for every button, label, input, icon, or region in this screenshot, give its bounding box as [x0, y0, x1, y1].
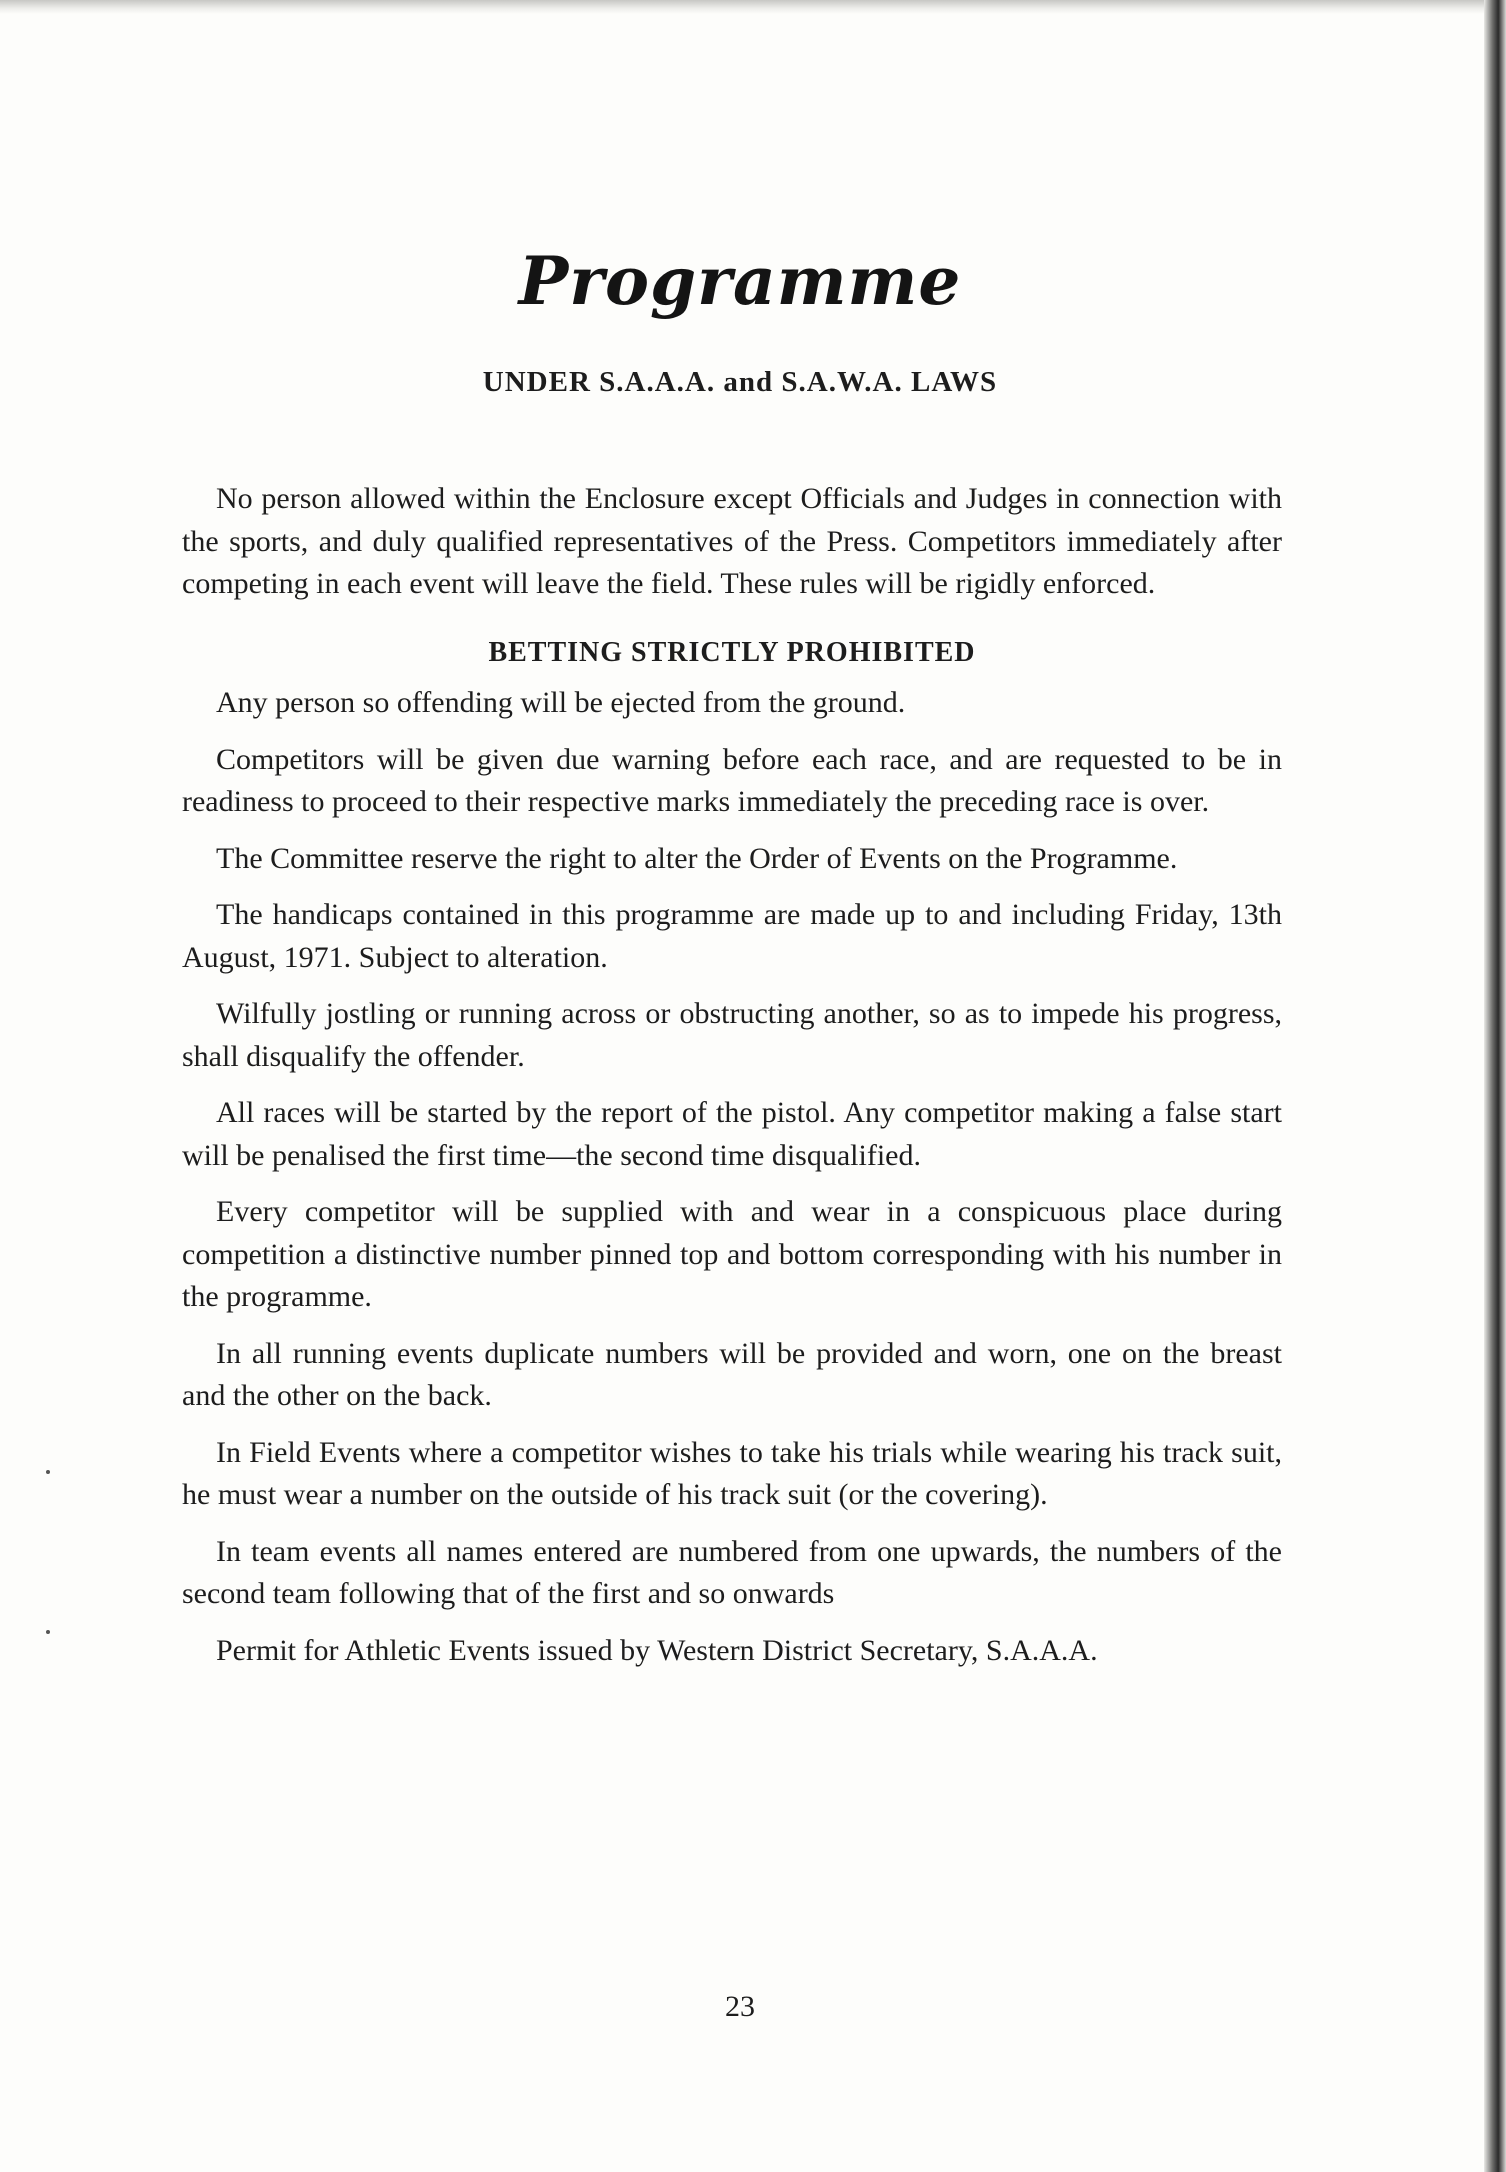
intro-paragraph: No person allowed within the Enclosure except Officials and Judges in connection with the sports, and duly qualified representatives of the Press. Competitors immediately after competing in each event will leave the field. These rules will be rigidly enforced. [182, 482, 1282, 600]
page-subtitle: UNDER S.A.A.A. and S.A.W.A. LAWS [482, 366, 998, 398]
rule-paragraph: Competitors will be given due warning before each race, and are requested to be in readiness to proceed to their respective marks immediately the preceding race is over. [182, 742, 1282, 818]
body-text [182, 478, 1282, 1672]
page-title: Programme [518, 242, 962, 320]
rule-paragraph: In Field Events where a competitor wishes to take his trials while wearing his track suit, he must wear a number on the outside of his track suit (or the covering). [182, 1435, 1282, 1511]
rule-paragraph: Wilfully jostling or running across or obstructing another, so as to impede his progress, shall disqualify the offender. [182, 997, 1282, 1073]
rule-paragraph: Every competitor will be supplied with and wear in a conspicuous place during competition a distinctive number pinned top and bottom corresponding with his number in the programme. [182, 1195, 1282, 1313]
rule-paragraph: The Committee reserve the right to alter the Order of Events on the Programme. [216, 841, 1178, 875]
rule-paragraph: Any person so offending will be ejected from the ground. [216, 686, 906, 719]
page-number: 23 [725, 1990, 755, 2023]
page-right-edge [1484, 0, 1506, 2172]
permit-paragraph: Permit for Athletic Events issued by Western District Secretary, S.A.A.A. [216, 1633, 1098, 1667]
rule-paragraph: The handicaps contained in this programme are made up to and including Friday, 13th August, 1971. Subject to alteration. [182, 898, 1282, 974]
paper-speck [46, 1630, 50, 1634]
rule-paragraph: In team events all names entered are numbered from one upwards, the numbers of the second team following that of the first and so onwards [182, 1534, 1282, 1610]
rule-paragraph: In all running events duplicate numbers will be provided and worn, one on the breast and the other on the back. [182, 1336, 1282, 1412]
rule-paragraph: All races will be started by the report of the pistol. Any competitor making a false start will be penalised the first time—the second time disqualified. [182, 1096, 1282, 1172]
paper-speck [46, 1470, 50, 1474]
page-top-edge [0, 0, 1506, 14]
section-heading: BETTING STRICTLY PROHIBITED [488, 636, 976, 668]
